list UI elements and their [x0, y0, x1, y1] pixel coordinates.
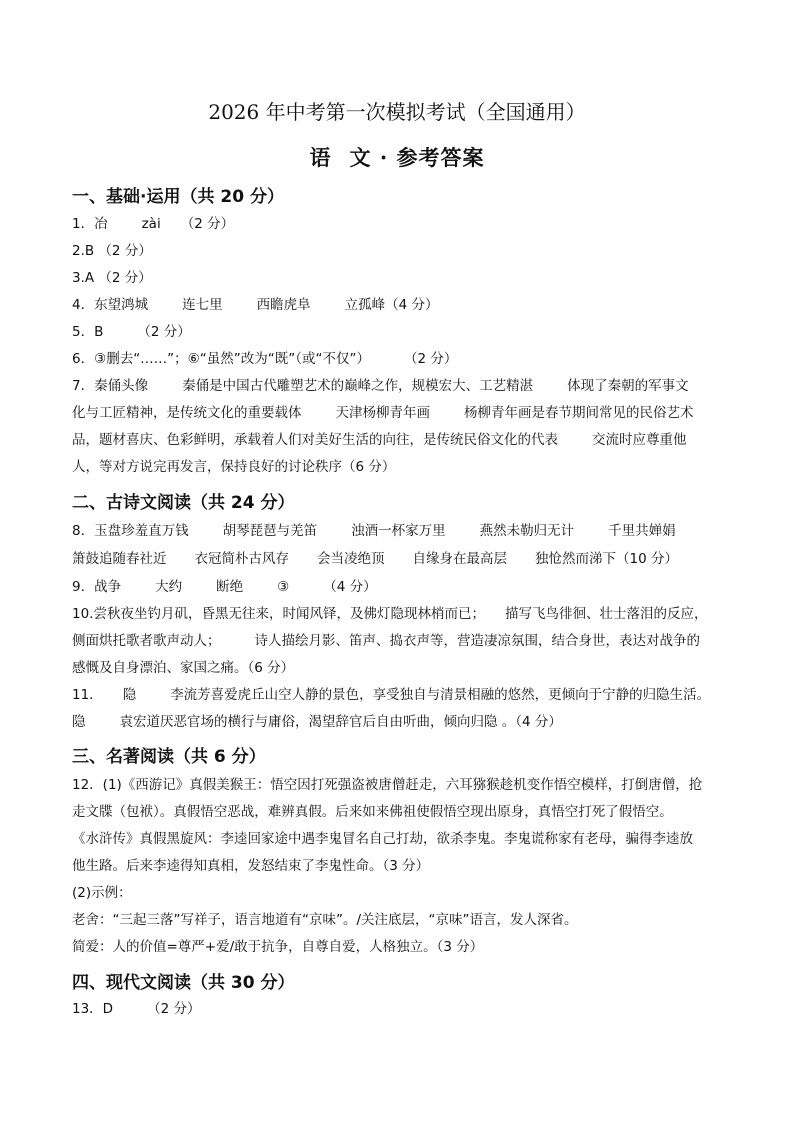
q13-answer: 13．D: [72, 1001, 114, 1017]
subject-title: [0, 142, 794, 172]
q8-text: 箫鼓追随春社近: [72, 551, 167, 567]
q7-text: 品，题材喜庆、色彩鲜明，承载着人们对美好生活的向往，是传统民俗文化的代表: [72, 432, 558, 448]
answer-q12-line7: 简爱：人的价值=尊严+爱/敢于抗争，自尊自爱，人格独立。（3 分）: [72, 939, 484, 955]
answer-q3: 3.A （2 分）: [72, 270, 152, 286]
q9-text: （4 分）: [323, 579, 377, 595]
answer-q4: [72, 292, 732, 319]
q8-text: 千里共婵娟: [608, 523, 676, 539]
q1-pinyin: zài: [141, 216, 161, 232]
answer-q9: [72, 574, 732, 601]
q11-text: 隐: [72, 714, 86, 730]
answer-q11-line1: [72, 682, 732, 709]
subject-title-part2: 文 · 参考答案: [349, 145, 485, 170]
q8-text: 独怆然而涕下（10 分）: [535, 551, 678, 567]
q10-text: 侧面烘托歌者歌声动人；: [72, 633, 221, 649]
section-heading-3: 三、名著阅读（共 6 分）: [72, 747, 266, 767]
q7-text: 7．秦俑头像: [72, 378, 149, 394]
answer-q1: [72, 211, 732, 238]
answer-q12-line4: 他生路。后来李逵得知真相，发怒结束了李鬼性命。（3 分）: [72, 858, 430, 874]
answer-q12-line5: (2)示例：: [72, 885, 132, 901]
q7-text: 体现了秦朝的军事文: [567, 378, 689, 394]
q7-text: 交流时应尊重他: [592, 432, 687, 448]
q8-text: 8．玉盘珍羞直万钱: [72, 523, 189, 539]
q8-text: 浊酒一杯家万里: [351, 523, 446, 539]
q6-score: （2 分）: [404, 351, 458, 367]
answer-q7-line1: [72, 373, 732, 400]
q8-text: 衣冠简朴古风存: [194, 551, 289, 567]
q9-text: 大约: [155, 579, 183, 595]
section-heading-1: 一、基础·运用（共 20 分）: [72, 187, 284, 207]
q9-text: ③: [277, 579, 290, 595]
section-heading-2: 二、古诗文阅读（共 24 分）: [72, 493, 295, 513]
q9-text: 9．战争: [72, 579, 122, 595]
answer-q7-line2: [72, 400, 732, 427]
q11-text: 隐: [122, 687, 137, 703]
answer-q7-line4: 人，等对方说完再发言，保持良好的讨论秩序（6 分）: [72, 459, 396, 475]
answer-q8-line1: [72, 518, 732, 545]
answer-q12-line1: 12．(1)《西游记》真假美猴王：悟空因打死强盗被唐僧赶走，六耳猕猴趁机变作悟空模样，打倒唐僧，抢: [72, 777, 703, 793]
q8-text: 胡琴琵琶与羌笛: [222, 523, 318, 539]
q11-text: 李流芳喜爱虎丘山空人静的景色，享受独自与清景相融的悠然，更倾向于宁静的归隐生活。: [170, 687, 711, 703]
answer-q12-line2: 走文牒（包袱）。真假悟空恶战，难辨真假。后来如来佛祖使假悟空现出原身，真悟空打死了假悟空。: [72, 804, 673, 820]
q4-part: 西瞻虎阜: [256, 297, 311, 313]
answer-q13: [72, 996, 732, 1023]
q5-score: （2 分）: [137, 324, 191, 340]
q7-text: 化与工匠精神，是传统文化的重要载体: [72, 405, 302, 421]
q1-answer: 1．冶: [72, 216, 108, 232]
answer-q7-line3: [72, 427, 732, 454]
answer-q10-line3: 感慨及自身漂泊、家国之痛。（6 分）: [72, 660, 295, 676]
q4-part: 连七里: [182, 297, 223, 313]
answer-q10-line1: [72, 601, 732, 628]
q6-answer: 6．③删去“……”；⑥“虽然”改为“既”（或“不仅”）: [72, 351, 370, 367]
q4-part: 东望鸿城: [94, 297, 149, 313]
q8-text: 会当凌绝顶: [317, 551, 385, 567]
q13-score: （2 分）: [147, 1001, 201, 1017]
answer-q5: [72, 319, 732, 346]
answer-q10-line2: [72, 628, 732, 655]
answer-q11-line2: [72, 709, 732, 736]
answer-q6: [72, 346, 732, 373]
q10-text: 描写飞鸟徘徊、壮士落泪的反应，: [504, 606, 708, 622]
q1-score: （2 分）: [180, 216, 235, 232]
q11-text: 11．: [72, 687, 103, 703]
subject-title-part1: 语: [309, 145, 332, 170]
answer-q8-line2: [72, 546, 732, 573]
q11-text: 袁宏道厌恶官场的横行与庸俗，渴望辞官后自由听曲，倾向归隐 。（4 分）: [119, 714, 562, 730]
q9-text: 断绝: [216, 579, 244, 595]
exam-title: 2026 年中考第一次模拟考试（全国通用）: [208, 100, 586, 124]
q4-part: 立孤峰（4 分）: [344, 297, 439, 313]
q7-text: 杨柳青年画是春节期间常见的民俗艺术: [464, 405, 694, 421]
answer-q2: 2.B （2 分）: [72, 243, 152, 259]
q4-num: 4．: [72, 297, 95, 313]
answer-q12-line3: 《水浒传》真假黑旋风：李逵回家途中遇李鬼冒名自己打劫，欲杀李鬼。李鬼谎称家有老母，骗得李逵放: [72, 831, 693, 847]
q8-text: 燕然未勒归无计: [479, 523, 575, 539]
section-heading-4: 四、现代文阅读（共 30 分）: [72, 973, 295, 993]
q10-text: 诗人描绘月影、笛声、捣衣声等，营造凄凉氛围，结合身世，表达对战争的: [254, 633, 700, 649]
q8-text: 自缘身在最高层: [412, 551, 507, 567]
answer-q12-line6: 老舍：“三起三落”写祥子，语言地道有“京味”。/关注底层，“京味”语言，发人深省。: [72, 912, 578, 928]
q7-text: 天津杨柳青年画: [335, 405, 430, 421]
q10-text: 10.尝秋夜坐钓月矶，昏黑无往来，时闻风铎，及佛灯隐现林梢而已；: [72, 606, 485, 622]
q7-text: 秦俑是中国古代雕塑艺术的巅峰之作，规模宏大、工艺精湛: [182, 378, 534, 394]
q5-answer: 5．B: [72, 324, 104, 340]
